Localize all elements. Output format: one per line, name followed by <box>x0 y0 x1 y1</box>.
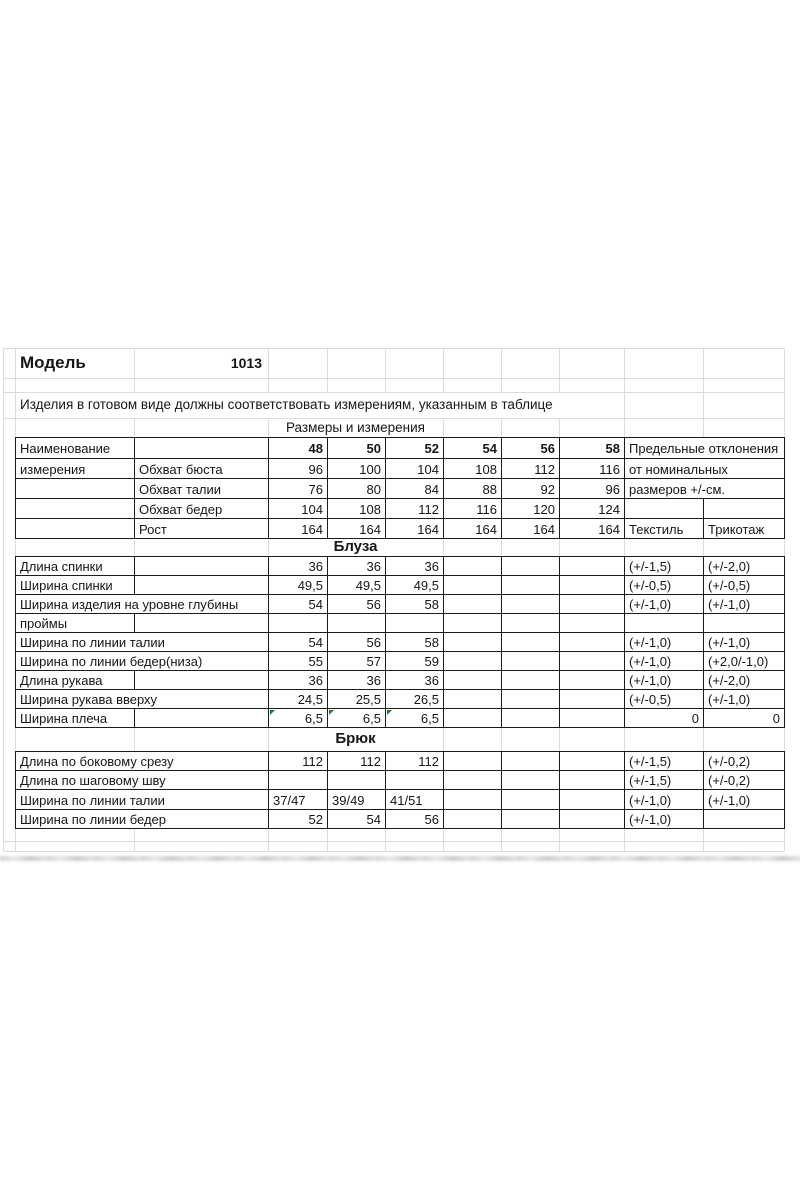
gridline <box>134 829 135 851</box>
size-header-cell: 54 <box>443 437 502 459</box>
empty-cell <box>443 770 502 790</box>
tolerance-cell: (+/-0,2) <box>703 770 785 790</box>
empty-cell <box>501 789 560 810</box>
measure-value-cell: 116 <box>559 458 625 479</box>
size-value-cell: 112 <box>327 751 386 771</box>
measure-name-cell: Обхват бюста <box>134 458 269 479</box>
gridline <box>624 418 625 437</box>
header-name-cell: измерения <box>15 458 135 479</box>
empty-cell <box>134 708 269 728</box>
row-label-cell: Ширина плеча <box>15 708 135 728</box>
gridline <box>134 538 135 556</box>
tolerance-cell: (+/-1,0) <box>624 651 704 671</box>
empty-cell <box>134 670 269 690</box>
measure-value-cell: 104 <box>385 458 444 479</box>
row-label-cell: Длина спинки <box>15 556 135 576</box>
empty-cell <box>443 651 502 671</box>
measure-value-cell: 80 <box>327 478 386 499</box>
empty-cell <box>268 613 328 633</box>
size-value-cell: 112 <box>268 751 328 771</box>
gridline <box>784 538 785 556</box>
empty-cell <box>501 751 560 771</box>
size-value-cell: 58 <box>385 594 444 614</box>
gridline <box>15 392 16 418</box>
section-title-blouse: Блуза <box>333 538 378 555</box>
size-value-cell: 49,5 <box>327 575 386 595</box>
size-value-cell: 36 <box>327 670 386 690</box>
empty-cell <box>501 670 560 690</box>
row-label-cell: Ширина по линии талии <box>15 789 269 810</box>
gridline <box>3 348 4 851</box>
tolerance-cell: (+/-1,0) <box>703 689 785 709</box>
measure-value-cell: 164 <box>327 518 386 539</box>
tolerance-cell: (+/-0,5) <box>703 575 785 595</box>
empty-cell <box>559 770 625 790</box>
gridline <box>624 392 625 418</box>
model-number: 1013 <box>230 355 262 371</box>
green-corner-flag-icon <box>329 710 334 715</box>
measure-name-cell: Обхват талии <box>134 478 269 499</box>
tolerance-cell: (+/-1,5) <box>624 770 704 790</box>
tolerance-cell: (+/-1,5) <box>624 751 704 771</box>
size-value-cell: 39/49 <box>327 789 386 810</box>
gridline <box>3 851 784 852</box>
gridline <box>784 392 785 418</box>
measure-value-cell: 100 <box>327 458 386 479</box>
empty-cell <box>559 809 625 829</box>
gridline <box>501 538 502 556</box>
gridline <box>134 727 135 751</box>
measure-name-cell: Обхват бедер <box>134 498 269 519</box>
empty-cell <box>327 613 386 633</box>
empty-cell <box>501 575 560 595</box>
size-value-cell: 55 <box>268 651 328 671</box>
gridline <box>15 348 16 392</box>
gridline <box>784 418 785 437</box>
size-value-cell: 41/51 <box>385 789 444 810</box>
row-label-cell: Ширина спинки <box>15 575 135 595</box>
measure-value-cell: 124 <box>559 498 625 519</box>
tolerance-cell: (+/-0,2) <box>703 751 785 771</box>
tolerance-cell: 0 <box>624 708 704 728</box>
gridline <box>703 538 704 556</box>
gridline <box>624 538 625 556</box>
row-label-cell: Ширина по линии талии <box>15 632 269 652</box>
tolerance-cell: 0 <box>703 708 785 728</box>
gridline <box>3 841 784 842</box>
gridline <box>559 348 560 392</box>
measure-value-cell: 116 <box>443 498 502 519</box>
size-value-cell: 54 <box>268 594 328 614</box>
empty-cell <box>443 708 502 728</box>
gridline <box>703 392 704 418</box>
empty-cell <box>385 770 444 790</box>
tolerance-cell: (+/-1,0) <box>624 670 704 690</box>
tolerance-col-cell: Трикотаж <box>703 518 785 539</box>
empty-cell <box>443 556 502 576</box>
size-value-cell: 6,5 <box>268 708 328 728</box>
gridline <box>327 829 328 851</box>
header-name-cell <box>15 498 135 519</box>
empty-cell <box>443 594 502 614</box>
tolerance-header-cell: Предельные отклонения <box>624 437 785 459</box>
empty-cell <box>327 770 386 790</box>
gridline <box>443 829 444 851</box>
size-value-cell: 37/47 <box>268 789 328 810</box>
empty-cell <box>443 751 502 771</box>
empty-cell <box>443 613 502 633</box>
gridline <box>15 727 16 751</box>
empty-cell <box>443 689 502 709</box>
tolerance-cell <box>703 613 785 633</box>
tolerance-cell: (+/-1,0) <box>624 632 704 652</box>
size-value-cell: 54 <box>327 809 386 829</box>
empty-cell <box>559 632 625 652</box>
empty-cell <box>559 651 625 671</box>
photo-edge-smudge <box>0 856 800 861</box>
row-label-cell: Длина рукава <box>15 670 135 690</box>
size-value-cell: 49,5 <box>268 575 328 595</box>
size-value-cell: 112 <box>385 751 444 771</box>
gridline <box>15 538 16 556</box>
size-value-cell: 57 <box>327 651 386 671</box>
empty-cell <box>559 689 625 709</box>
measure-name-cell: Рост <box>134 518 269 539</box>
measure-value-cell: 104 <box>268 498 328 519</box>
measure-value-cell: 120 <box>501 498 560 519</box>
gridline <box>134 418 135 437</box>
size-value-cell: 36 <box>385 670 444 690</box>
size-value-cell: 25,5 <box>327 689 386 709</box>
empty-cell <box>501 632 560 652</box>
model-label: Модель <box>20 353 86 372</box>
tolerance-header-cell: от номинальных <box>624 458 785 479</box>
empty-cell <box>501 651 560 671</box>
row-label-cell: Ширина изделия на уровне глубины <box>15 594 269 614</box>
empty-cell <box>443 670 502 690</box>
green-corner-flag-icon <box>270 710 275 715</box>
size-value-cell: 24,5 <box>268 689 328 709</box>
gridline <box>3 348 784 349</box>
tolerance-cell <box>624 613 704 633</box>
empty-cell <box>443 575 502 595</box>
measure-value-cell: 164 <box>385 518 444 539</box>
gridline <box>559 727 560 751</box>
gridline <box>703 727 704 751</box>
empty-cell <box>501 556 560 576</box>
empty-cell <box>501 708 560 728</box>
row-label-cell: проймы <box>15 613 135 633</box>
empty-cell <box>559 751 625 771</box>
tolerance-header-cell: размеров +/-см. <box>624 478 785 499</box>
gridline <box>703 348 704 392</box>
tolerance-cell: (+/-1,0) <box>703 789 785 810</box>
size-value-cell: 6,5 <box>385 708 444 728</box>
gridline <box>327 348 328 392</box>
size-value-cell: 52 <box>268 809 328 829</box>
tolerance-cell: (+/-0,5) <box>624 575 704 595</box>
gridline <box>443 348 444 392</box>
gridline <box>784 727 785 751</box>
size-header-cell: 52 <box>385 437 444 459</box>
measure-value-cell: 164 <box>559 518 625 539</box>
gridline <box>268 348 269 392</box>
note-text: Изделия в готовом виде должны соответствовать измерениям, указанным в таблице <box>20 397 553 412</box>
gridline <box>268 829 269 851</box>
gridline <box>703 418 704 437</box>
gridline <box>559 418 560 437</box>
measure-value-cell: 164 <box>268 518 328 539</box>
gridline <box>501 727 502 751</box>
size-value-cell: 36 <box>268 556 328 576</box>
gridline <box>559 829 560 851</box>
empty-cell <box>559 708 625 728</box>
measure-value-cell: 164 <box>443 518 502 539</box>
tolerance-cell: (+/-1,0) <box>703 632 785 652</box>
measure-value-cell: 84 <box>385 478 444 499</box>
empty-cell <box>559 556 625 576</box>
empty-cell <box>559 594 625 614</box>
empty-cell <box>559 670 625 690</box>
gridline <box>501 348 502 392</box>
gridline <box>703 829 704 851</box>
empty-cell <box>559 613 625 633</box>
tolerance-col-cell <box>624 498 704 519</box>
empty-cell <box>134 556 269 576</box>
row-label-cell: Длина по боковому срезу <box>15 751 269 771</box>
gridline <box>624 829 625 851</box>
measure-value-cell: 164 <box>501 518 560 539</box>
empty-cell <box>443 632 502 652</box>
size-header-cell: 56 <box>501 437 560 459</box>
measure-value-cell: 96 <box>559 478 625 499</box>
empty-cell <box>134 613 269 633</box>
gridline <box>624 348 625 392</box>
empty-cell <box>443 809 502 829</box>
gridline <box>3 378 784 379</box>
size-value-cell: 56 <box>327 632 386 652</box>
size-value-cell: 26,5 <box>385 689 444 709</box>
header-name-cell <box>15 478 135 499</box>
tolerance-col-cell: Текстиль <box>624 518 704 539</box>
size-value-cell: 36 <box>268 670 328 690</box>
gridline <box>385 829 386 851</box>
size-header-cell: 58 <box>559 437 625 459</box>
size-value-cell: 6,5 <box>327 708 386 728</box>
empty-cell <box>443 789 502 810</box>
gridline <box>15 418 16 437</box>
tolerance-col-cell <box>703 498 785 519</box>
tolerance-cell: (+/-1,0) <box>624 809 704 829</box>
gridline <box>443 418 444 437</box>
size-value-cell: 56 <box>385 809 444 829</box>
header-name-cell: Наименование <box>15 437 135 459</box>
size-value-cell: 59 <box>385 651 444 671</box>
row-label-cell: Ширина по линии бедер(низа) <box>15 651 269 671</box>
sizes-title: Размеры и измерения <box>286 420 425 435</box>
tolerance-cell: (+/-1,0) <box>624 594 704 614</box>
measure-value-cell: 112 <box>501 458 560 479</box>
empty-cell <box>559 789 625 810</box>
empty-cell <box>501 809 560 829</box>
empty-cell <box>559 575 625 595</box>
size-header-cell: 50 <box>327 437 386 459</box>
tolerance-cell: (+/-1,0) <box>703 594 785 614</box>
measure-value-cell: 92 <box>501 478 560 499</box>
size-value-cell: 36 <box>327 556 386 576</box>
gridline <box>443 727 444 751</box>
tolerance-cell: (+/-2,0) <box>703 670 785 690</box>
row-label-cell: Ширина по линии бедер <box>15 809 269 829</box>
tolerance-cell: (+2,0/-1,0) <box>703 651 785 671</box>
tolerance-cell: (+/-1,5) <box>624 556 704 576</box>
header-name-cell <box>15 518 135 539</box>
measure-value-cell: 108 <box>327 498 386 519</box>
gridline <box>501 829 502 851</box>
tolerance-cell <box>703 809 785 829</box>
gridline <box>559 538 560 556</box>
measure-name-cell <box>134 437 269 459</box>
measure-value-cell: 96 <box>268 458 328 479</box>
gridline <box>784 348 785 392</box>
green-corner-flag-icon <box>387 710 392 715</box>
measure-value-cell: 76 <box>268 478 328 499</box>
gridline <box>15 829 16 851</box>
measure-value-cell: 108 <box>443 458 502 479</box>
section-title-trousers: Брюк <box>335 730 376 747</box>
empty-cell <box>385 613 444 633</box>
size-value-cell: 56 <box>327 594 386 614</box>
size-value-cell: 54 <box>268 632 328 652</box>
size-value-cell: 49,5 <box>385 575 444 595</box>
empty-cell <box>501 770 560 790</box>
gridline <box>385 348 386 392</box>
gridline <box>624 727 625 751</box>
tolerance-cell: (+/-1,0) <box>624 789 704 810</box>
gridline <box>784 829 785 851</box>
tolerance-cell: (+/-0,5) <box>624 689 704 709</box>
empty-cell <box>501 613 560 633</box>
empty-cell <box>134 575 269 595</box>
empty-cell <box>501 689 560 709</box>
measure-value-cell: 112 <box>385 498 444 519</box>
tolerance-cell: (+/-2,0) <box>703 556 785 576</box>
gridline <box>501 418 502 437</box>
row-label-cell: Длина по шаговому шву <box>15 770 269 790</box>
empty-cell <box>501 594 560 614</box>
size-header-cell: 48 <box>268 437 328 459</box>
row-label-cell: Ширина рукава вверху <box>15 689 269 709</box>
measure-value-cell: 88 <box>443 478 502 499</box>
empty-cell <box>268 770 328 790</box>
size-value-cell: 36 <box>385 556 444 576</box>
gridline <box>443 538 444 556</box>
size-value-cell: 58 <box>385 632 444 652</box>
